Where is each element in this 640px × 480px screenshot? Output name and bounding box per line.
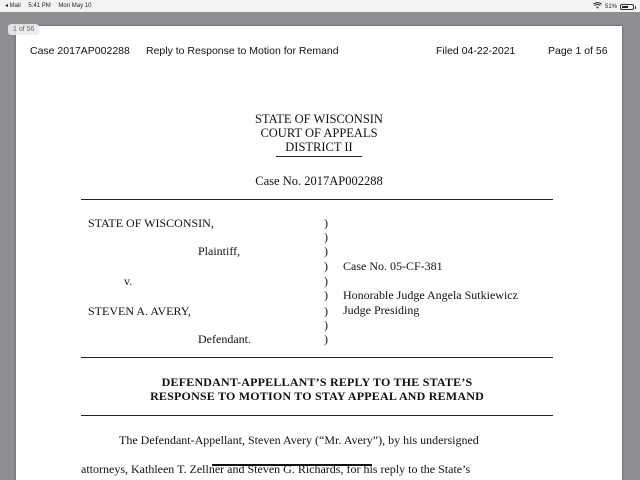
lower-court-case-number: Case No. 05-CF-381 (343, 259, 443, 273)
caption-paren: ) (324, 274, 328, 288)
status-bar (0, 0, 640, 12)
battery-percent: 51% (604, 3, 617, 10)
status-date: Mon May 10 (58, 3, 92, 9)
judge-role: Judge Presiding (343, 303, 420, 317)
caption-paren: ) (324, 216, 328, 230)
header-filed-date: Filed 04-22-2021 (436, 45, 516, 57)
pdf-viewer[interactable] (0, 12, 640, 480)
caption-paren: ) (324, 230, 328, 244)
battery-icon (620, 4, 634, 10)
caption-paren: ) (324, 259, 328, 273)
body-paragraph-line-1: The Defendant-Appellant, Steven Avery (“Mr. Avery”), by his undersigned (119, 433, 479, 447)
defendant-name: STEVEN A. AVERY, (88, 304, 191, 318)
divider-middle (81, 357, 553, 358)
plaintiff-name: STATE OF WISCONSIN, (88, 216, 214, 230)
back-to-mail-link[interactable]: ◂ Mail (5, 3, 21, 9)
versus: v. (124, 274, 133, 288)
caption-paren: ) (324, 318, 328, 332)
filing-header (30, 45, 608, 61)
document-title-line-1: DEFENDANT-APPELLANT’S REPLY TO THE STATE’S (161, 375, 473, 389)
status-right (593, 2, 634, 11)
header-case-number: Case 2017AP002288 (30, 45, 130, 57)
court-district: DISTRICT II (285, 140, 353, 154)
divider-top (81, 199, 553, 200)
caption-paren: ) (324, 304, 328, 318)
caption-paren: ) (324, 288, 328, 302)
judge-name: Honorable Judge Angela Sutkiewicz (343, 288, 518, 302)
appeal-case-number: Case No. 2017AP002288 (255, 174, 383, 188)
short-divider (276, 156, 362, 157)
header-page-number: Page 1 of 56 (548, 45, 608, 57)
pdf-page (16, 26, 622, 480)
caption-paren: ) (324, 332, 328, 346)
document-title-line-2: RESPONSE TO MOTION TO STAY APPEAL AND REMAND (150, 389, 484, 403)
caption-paren: ) (324, 244, 328, 258)
court-name: COURT OF APPEALS (260, 126, 378, 140)
status-time: 5:41 PM (28, 3, 51, 9)
underline-annotation (212, 464, 372, 466)
header-doc-title: Reply to Response to Motion for Remand (146, 45, 339, 57)
divider-bottom (81, 415, 553, 416)
status-left (5, 2, 97, 9)
body-paragraph-line-2: attorneys, Kathleen T. Zellner and Steven G. Richards, for his reply to the State’s (81, 462, 471, 476)
court-state: STATE OF WISCONSIN (255, 112, 383, 126)
defendant-role: Defendant. (198, 332, 251, 346)
page-indicator: 1 of 56 (8, 24, 39, 35)
plaintiff-role: Plaintiff, (198, 244, 241, 258)
wifi-icon (593, 2, 602, 11)
